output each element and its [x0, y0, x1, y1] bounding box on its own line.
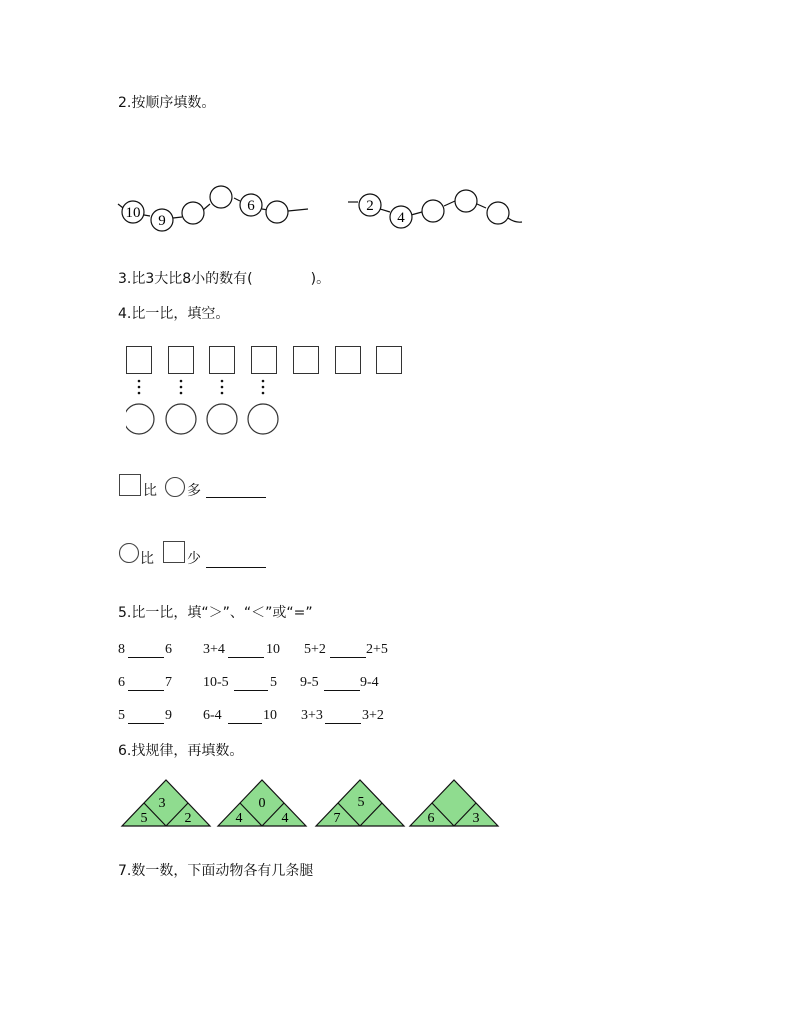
q5-right-value: 10: [266, 642, 280, 657]
triangle-right-number: 2: [184, 811, 192, 826]
q5-answer-blank[interactable]: [234, 690, 268, 691]
circle-icon: [164, 476, 186, 498]
q5-right-value: 9: [165, 708, 172, 723]
circle-icon: [118, 542, 140, 564]
circle-shape: [248, 404, 278, 434]
q4-line2-word2: 少: [187, 551, 201, 567]
triangle-left-number: 6: [427, 811, 435, 826]
chain-circle-empty[interactable]: [455, 190, 477, 212]
q5-left-value: 5+2: [304, 642, 326, 657]
q4-line1-word1: 比: [143, 483, 157, 499]
q4-line2-word1: 比: [140, 551, 154, 567]
square-shape: [209, 346, 235, 374]
q2-title: 2.按顺序填数。: [118, 95, 216, 111]
chain-circle-empty[interactable]: [487, 202, 509, 224]
chain-number: 9: [158, 213, 166, 229]
circle-shape: [207, 404, 237, 434]
q5-answer-blank[interactable]: [128, 657, 164, 658]
q3-text-before: 3.比3大比8小的数有(: [118, 271, 253, 287]
q5-left-value: 9-5: [300, 675, 319, 690]
q5-right-value: 5: [270, 675, 277, 690]
q3-text-after: )。: [310, 271, 331, 287]
pattern-triangle: [410, 780, 498, 826]
square-icon: [119, 474, 141, 496]
q5-answer-blank[interactable]: [330, 657, 366, 658]
q4-answer-blank-1[interactable]: [206, 497, 266, 498]
triangle-left-number: 5: [140, 811, 148, 826]
chain-number: 4: [397, 210, 405, 226]
q5-grid: [118, 642, 418, 732]
chain-number: 6: [247, 198, 255, 214]
chain-circle-empty[interactable]: [182, 202, 204, 224]
q5-right-value: 7: [165, 675, 172, 690]
q5-answer-blank[interactable]: [228, 723, 262, 724]
q5-answer-blank[interactable]: [128, 723, 164, 724]
pattern-triangle: [316, 780, 404, 826]
square-shape: [376, 346, 402, 374]
q5-answer-blank[interactable]: [324, 690, 360, 691]
q2-number-chains: [110, 180, 530, 240]
pattern-triangle: [122, 780, 210, 826]
q4-answer-blank-2[interactable]: [206, 567, 266, 568]
pattern-triangle: [218, 780, 306, 826]
triangle-left-number: 7: [333, 811, 341, 826]
connector-dots: [126, 376, 286, 438]
q5-left-value: 8: [118, 642, 125, 657]
chain-circle-empty[interactable]: [266, 201, 288, 223]
chain-number: 10: [125, 205, 141, 221]
chain-circle-empty[interactable]: [210, 186, 232, 208]
q2-chain-right: [348, 190, 522, 228]
q5-left-value: 3+3: [301, 708, 323, 723]
square-shape: [293, 346, 319, 374]
triangle-right-number: 4: [281, 811, 289, 826]
triangle-left-number: 4: [235, 811, 243, 826]
chain-number: 2: [366, 198, 374, 214]
q5-left-value: 10-5: [203, 675, 229, 690]
circle-shape: [166, 404, 196, 434]
q5-right-value: 10: [263, 708, 277, 723]
q5-title: 5.比一比，填“＞”、“＜”或“=”: [118, 605, 313, 621]
q4-line1-word2: 多: [187, 483, 201, 499]
q6-triangle-pattern: [118, 776, 504, 830]
q5-answer-blank[interactable]: [228, 657, 264, 658]
q5-answer-blank[interactable]: [128, 690, 164, 691]
q5-left-value: 6: [118, 675, 125, 690]
triangle-top-number: 3: [158, 796, 166, 811]
square-icon: [163, 541, 185, 563]
q3-answer-blank[interactable]: [253, 269, 311, 283]
q5-left-value: 5: [118, 708, 125, 723]
q5-right-value: 3+2: [362, 708, 384, 723]
chain-circle-empty[interactable]: [422, 200, 444, 222]
square-shape: [251, 346, 277, 374]
q5-left-value: 6-4: [203, 708, 222, 723]
q6-title: 6.找规律，再填数。: [118, 743, 244, 759]
q7-title: 7.数一数，下面动物各有几条腿: [118, 863, 314, 879]
q5-left-value: 3+4: [203, 642, 225, 657]
q5-answer-blank[interactable]: [325, 723, 361, 724]
square-shape: [168, 346, 194, 374]
circle-shape: [126, 404, 154, 434]
square-shape: [335, 346, 361, 374]
q3-line: [118, 269, 330, 288]
q2-chain-left: [118, 186, 308, 231]
q4-shapes: [126, 346, 416, 438]
q5-right-value: 6: [165, 642, 172, 657]
triangle-top-number: 0: [258, 796, 266, 811]
triangle-top-number: 5: [357, 795, 365, 810]
square-shape: [126, 346, 152, 374]
q5-right-value: 9-4: [360, 675, 379, 690]
q5-right-value: 2+5: [366, 642, 388, 657]
q4-title: 4.比一比，填空。: [118, 306, 230, 322]
triangle-right-number: 3: [472, 811, 480, 826]
